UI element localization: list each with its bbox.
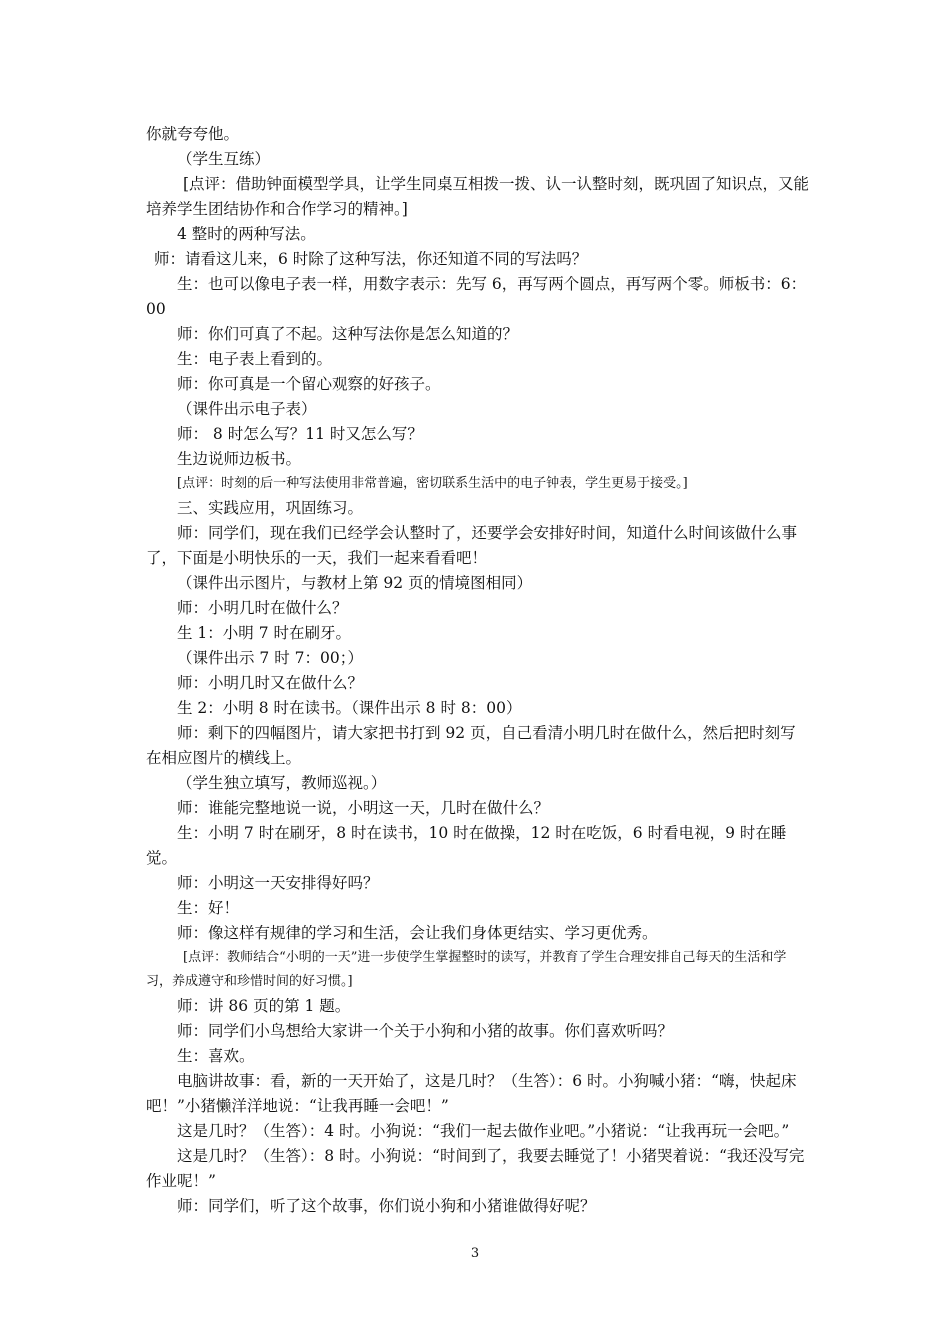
paragraph: 生：也可以像电子表一样，用数字表示：先写 6，再写两个圆点，再写两个零。师板书：6：00 bbox=[146, 275, 807, 318]
paragraph: 师：像这样有规律的学习和生活，会让我们身体更结实、学习更优秀。 bbox=[177, 924, 658, 942]
paragraph: 生 2：小明 8 时在读书。（课件出示 8 时 8：00） bbox=[177, 699, 522, 717]
paragraph: （学生独立填写，教师巡视。） bbox=[177, 774, 387, 792]
paragraph: 这是几时？（生答）：4 时。小狗说：“我们一起去做作业吧。”小猪说：“让我再玩一会吧。” bbox=[177, 1122, 790, 1140]
paragraph: 师：剩下的四幅图片，请大家把书打到 92 页，自己看清小明几时在做什么，然后把时刻写在相应图片的横线上。 bbox=[146, 724, 796, 767]
paragraph: 师：谁能完整地说一说，小明这一天，几时在做什么？ bbox=[177, 799, 550, 817]
paragraph: [点评：时刻的后一种写法使用非常普遍，密切联系生活中的电子钟表，学生更易于接受。] bbox=[177, 476, 688, 491]
paragraph: 4 整时的两种写法。 bbox=[177, 225, 316, 243]
paragraph: 师：你可真是一个留心观察的好孩子。 bbox=[177, 375, 441, 393]
paragraph: 师：同学们，现在我们已经学会认整时了，还要学会安排好时间，知道什么时间该做什么事了，下面是小明快乐的一天，我们一起来看看吧！ bbox=[146, 524, 798, 567]
paragraph: 三、实践应用，巩固练习。 bbox=[177, 499, 364, 517]
paragraph: 生边说师边板书。 bbox=[177, 450, 302, 468]
paragraph: 电脑讲故事：看，新的一天开始了，这是几时？（生答）：6 时。小狗喊小猪：“嗨，快起床吧！”小猪懒洋洋地说：“让我再睡一会吧！” bbox=[146, 1072, 797, 1115]
paragraph: [点评：教师结合“小明的一天”进一步使学生掌握整时的读写，并教育了学生合理安排自己每天的生活和学习，养成遵守和珍惜时间的好习惯。] bbox=[146, 950, 787, 989]
paragraph: 生：小明 7 时在刷牙，8 时在读书，10 时在做操，12 时在吃饭，6 时看电视，9 时在睡觉。 bbox=[146, 824, 787, 867]
paragraph: 生：好！ bbox=[177, 899, 240, 917]
paragraph: 师：同学们小鸟想给大家讲一个关于小狗和小猪的故事。你们喜欢听吗？ bbox=[177, 1022, 674, 1040]
document-body bbox=[146, 122, 810, 1219]
paragraph: 师：你们可真了不起。这种写法你是怎么知道的？ bbox=[177, 325, 519, 343]
paragraph: 生：电子表上看到的。 bbox=[177, 350, 333, 368]
paragraph: 师：小明这一天安排得好吗？ bbox=[177, 874, 379, 892]
paragraph: （课件出示电子表） bbox=[177, 400, 317, 418]
page-number: 3 bbox=[470, 1246, 480, 1261]
paragraph: 你就夸夸他。 bbox=[146, 125, 240, 143]
paragraph: 师：小明几时又在做什么？ bbox=[177, 674, 364, 692]
paragraph: （课件出示图片，与教材上第 92 页的情境图相同） bbox=[177, 574, 533, 592]
paragraph: 师：讲 86 页的第 1 题。 bbox=[177, 997, 351, 1015]
paragraph: 师：同学们，听了这个故事，你们说小狗和小猪谁做得好呢？ bbox=[177, 1197, 596, 1215]
paragraph: 生：喜欢。 bbox=[177, 1047, 255, 1065]
paragraph: [点评：借助钟面模型学具，让学生同桌互相拨一拨、认一认整时刻，既巩固了知识点，又能培养学生团结协作和合作学习的精神。] bbox=[146, 175, 810, 218]
paragraph: （课件出示 7 时 7：00；） bbox=[177, 649, 363, 667]
paragraph: 生 1：小明 7 时在刷牙。 bbox=[177, 624, 352, 642]
paragraph: 这是几时？（生答）：8 时。小狗说：“时间到了，我要去睡觉了！小猪哭着说：“我还没写完作业呢！” bbox=[146, 1147, 805, 1190]
paragraph: 师：请看这儿来，6 时除了这种写法，你还知道不同的写法吗？ bbox=[154, 250, 588, 268]
paragraph: （学生互练） bbox=[177, 150, 271, 168]
paragraph: 师：小明几时在做什么？ bbox=[177, 599, 348, 617]
paragraph: 师： 8 时怎么写？11 时又怎么写？ bbox=[177, 425, 423, 443]
